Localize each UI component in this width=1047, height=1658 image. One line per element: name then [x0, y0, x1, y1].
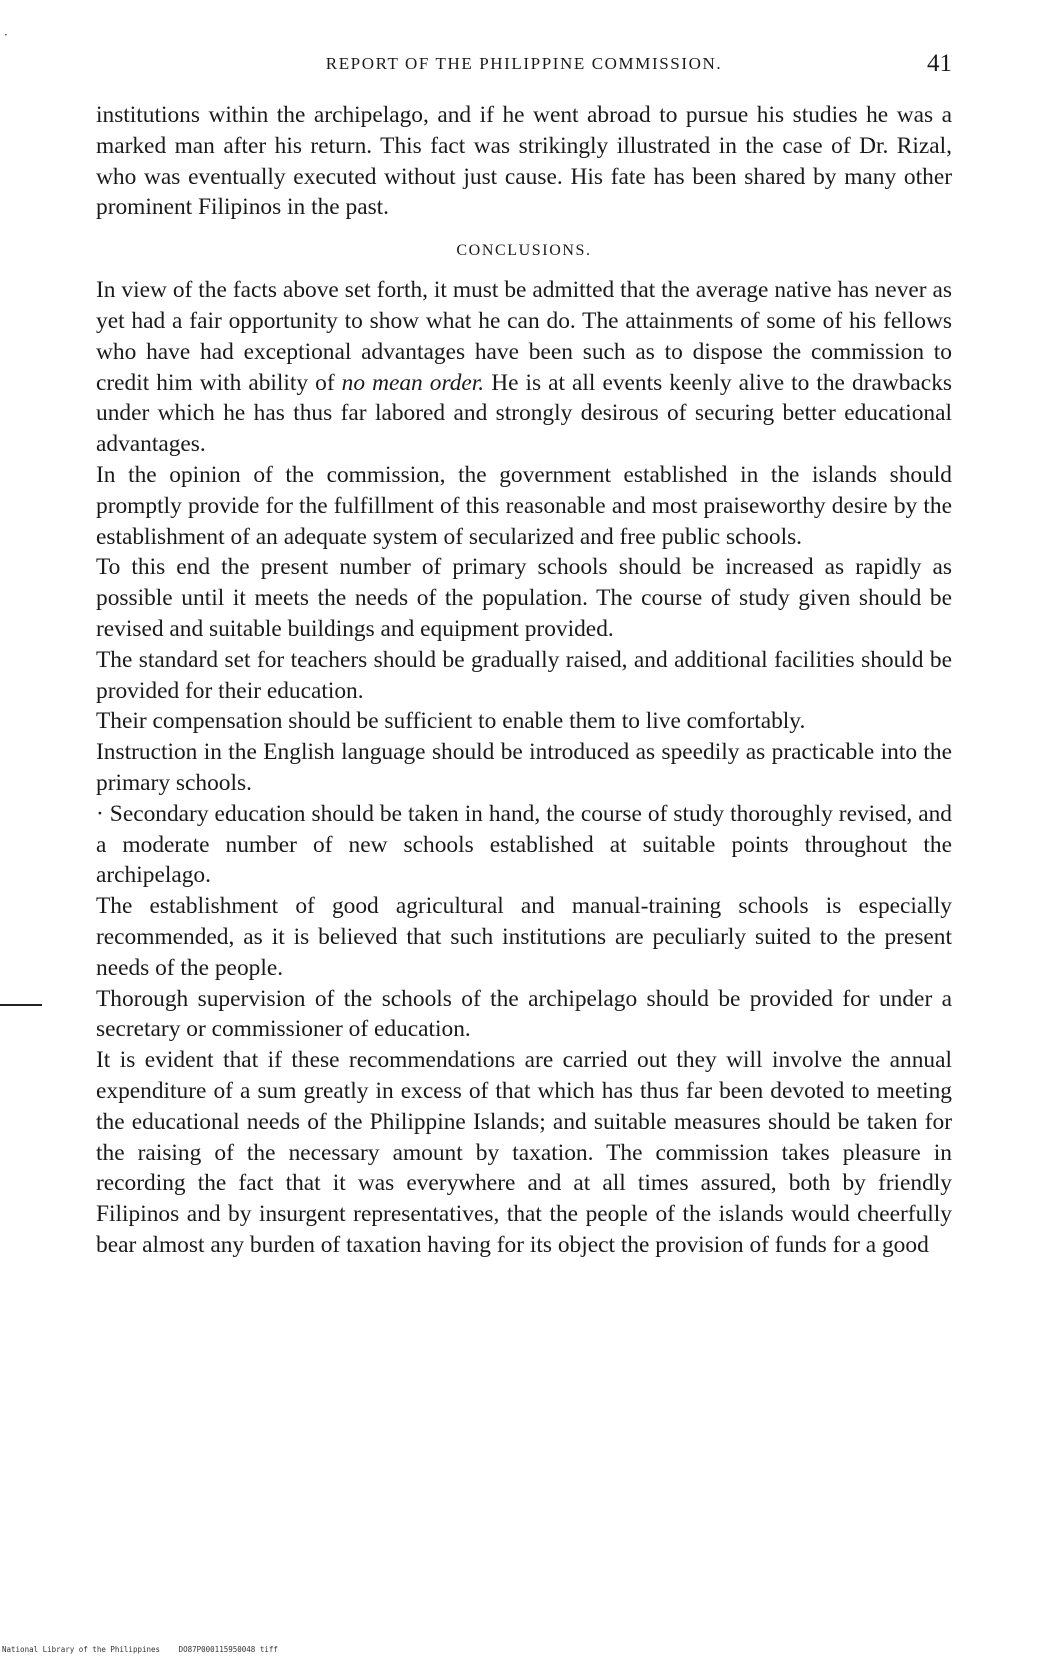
paragraph-secondary-education: · Secondary education should be taken in hand, the course of study thoroughly revised, and a moderate number of new schools established at suitable points throughout the archipelago.	[96, 800, 952, 889]
paragraph-compensation: Their compensation should be sufficient to enable them to live comfortably.	[96, 708, 806, 735]
paragraph-text: He is at all events keenly alive to the drawbacks under which he has thus far labored and strongly desirous of securing better educational advantages.	[96, 369, 952, 458]
italic-phrase: no mean order.	[341, 369, 485, 396]
paragraph-continued: institutions within the archipelago, and if he went abroad to pursue his studies he was a marked man after his return. This fact was strikingly illustrated in the case of Dr. Rizal, who was eventually executed without just cause. His fate has been shared by many other prominent Filipinos in the past.	[96, 102, 952, 221]
footer-file-id: DO87P000115950048 tiff	[178, 1645, 278, 1654]
paragraph-teachers-standard: The standard set for teachers should be gradually raised, and additional facilities should be provided for their education.	[96, 646, 952, 704]
body-text	[96, 100, 952, 1261]
paragraph-english-instruction: Instruction in the English language should be introduced as speedily as practicable into the primary schools.	[96, 739, 952, 796]
page-number: 41	[927, 50, 952, 77]
corner-mark: ·	[4, 28, 8, 42]
paragraph-opinion: In the opinion of the commission, the government established in the islands should promptly provide for the fulfillment of this reasonable and most praiseworthy desire by the establishment of an adequate system of secularized and free public schools.	[96, 461, 952, 550]
paragraph-supervision: Thorough supervision of the schools of the archipelago should be provided for under a secretary or commissioner of education.	[96, 985, 952, 1043]
running-head: REPORT OF THE PHILIPPINE COMMISSION.	[325, 54, 723, 73]
paragraph-agricultural-schools: The establishment of good agricultural and manual-training schools is especially recommended, as it is believed that such institutions are peculiarly suited to the present needs of the people.	[96, 893, 952, 981]
scan-footer	[2, 1645, 278, 1654]
footer-library: National Library of the Philippines	[2, 1645, 161, 1654]
page-header	[96, 50, 952, 84]
paragraph-view-of-facts	[96, 275, 952, 460]
paragraph-text: In view of the facts above set forth, it must be admitted that the average native has never as yet had a fair opportunity to show what he can do. The attainments of some of his fellows who have had exceptional advantages have been such as to dispose the commission to credit him with ability of	[96, 277, 952, 396]
paragraph-expenditure: It is evident that if these recommendations are carried out they will involve the annual expenditure of a sum greatly in excess of that which has thus far been devoted to meeting the educational needs of the Philippine Islands; and suitable measures should be taken for the raising of the necessary amount by taxation. The commission takes pleasure in recording the fact that it was everywhere and at all times assured, both by friendly Filipinos and by insurgent representatives, that the people of the islands would cheerfully bear almost any burden of taxation having for its object the provision of funds for a good	[96, 1047, 952, 1258]
margin-dash-mark	[0, 1004, 42, 1006]
section-heading-conclusions: CONCLUSIONS.	[456, 242, 592, 260]
paragraph-primary-schools: To this end the present number of primary schools should be increased as rapidly as possible until it meets the needs of the population. The course of study given should be revised and suitable buildings and equipment provided.	[96, 554, 952, 642]
